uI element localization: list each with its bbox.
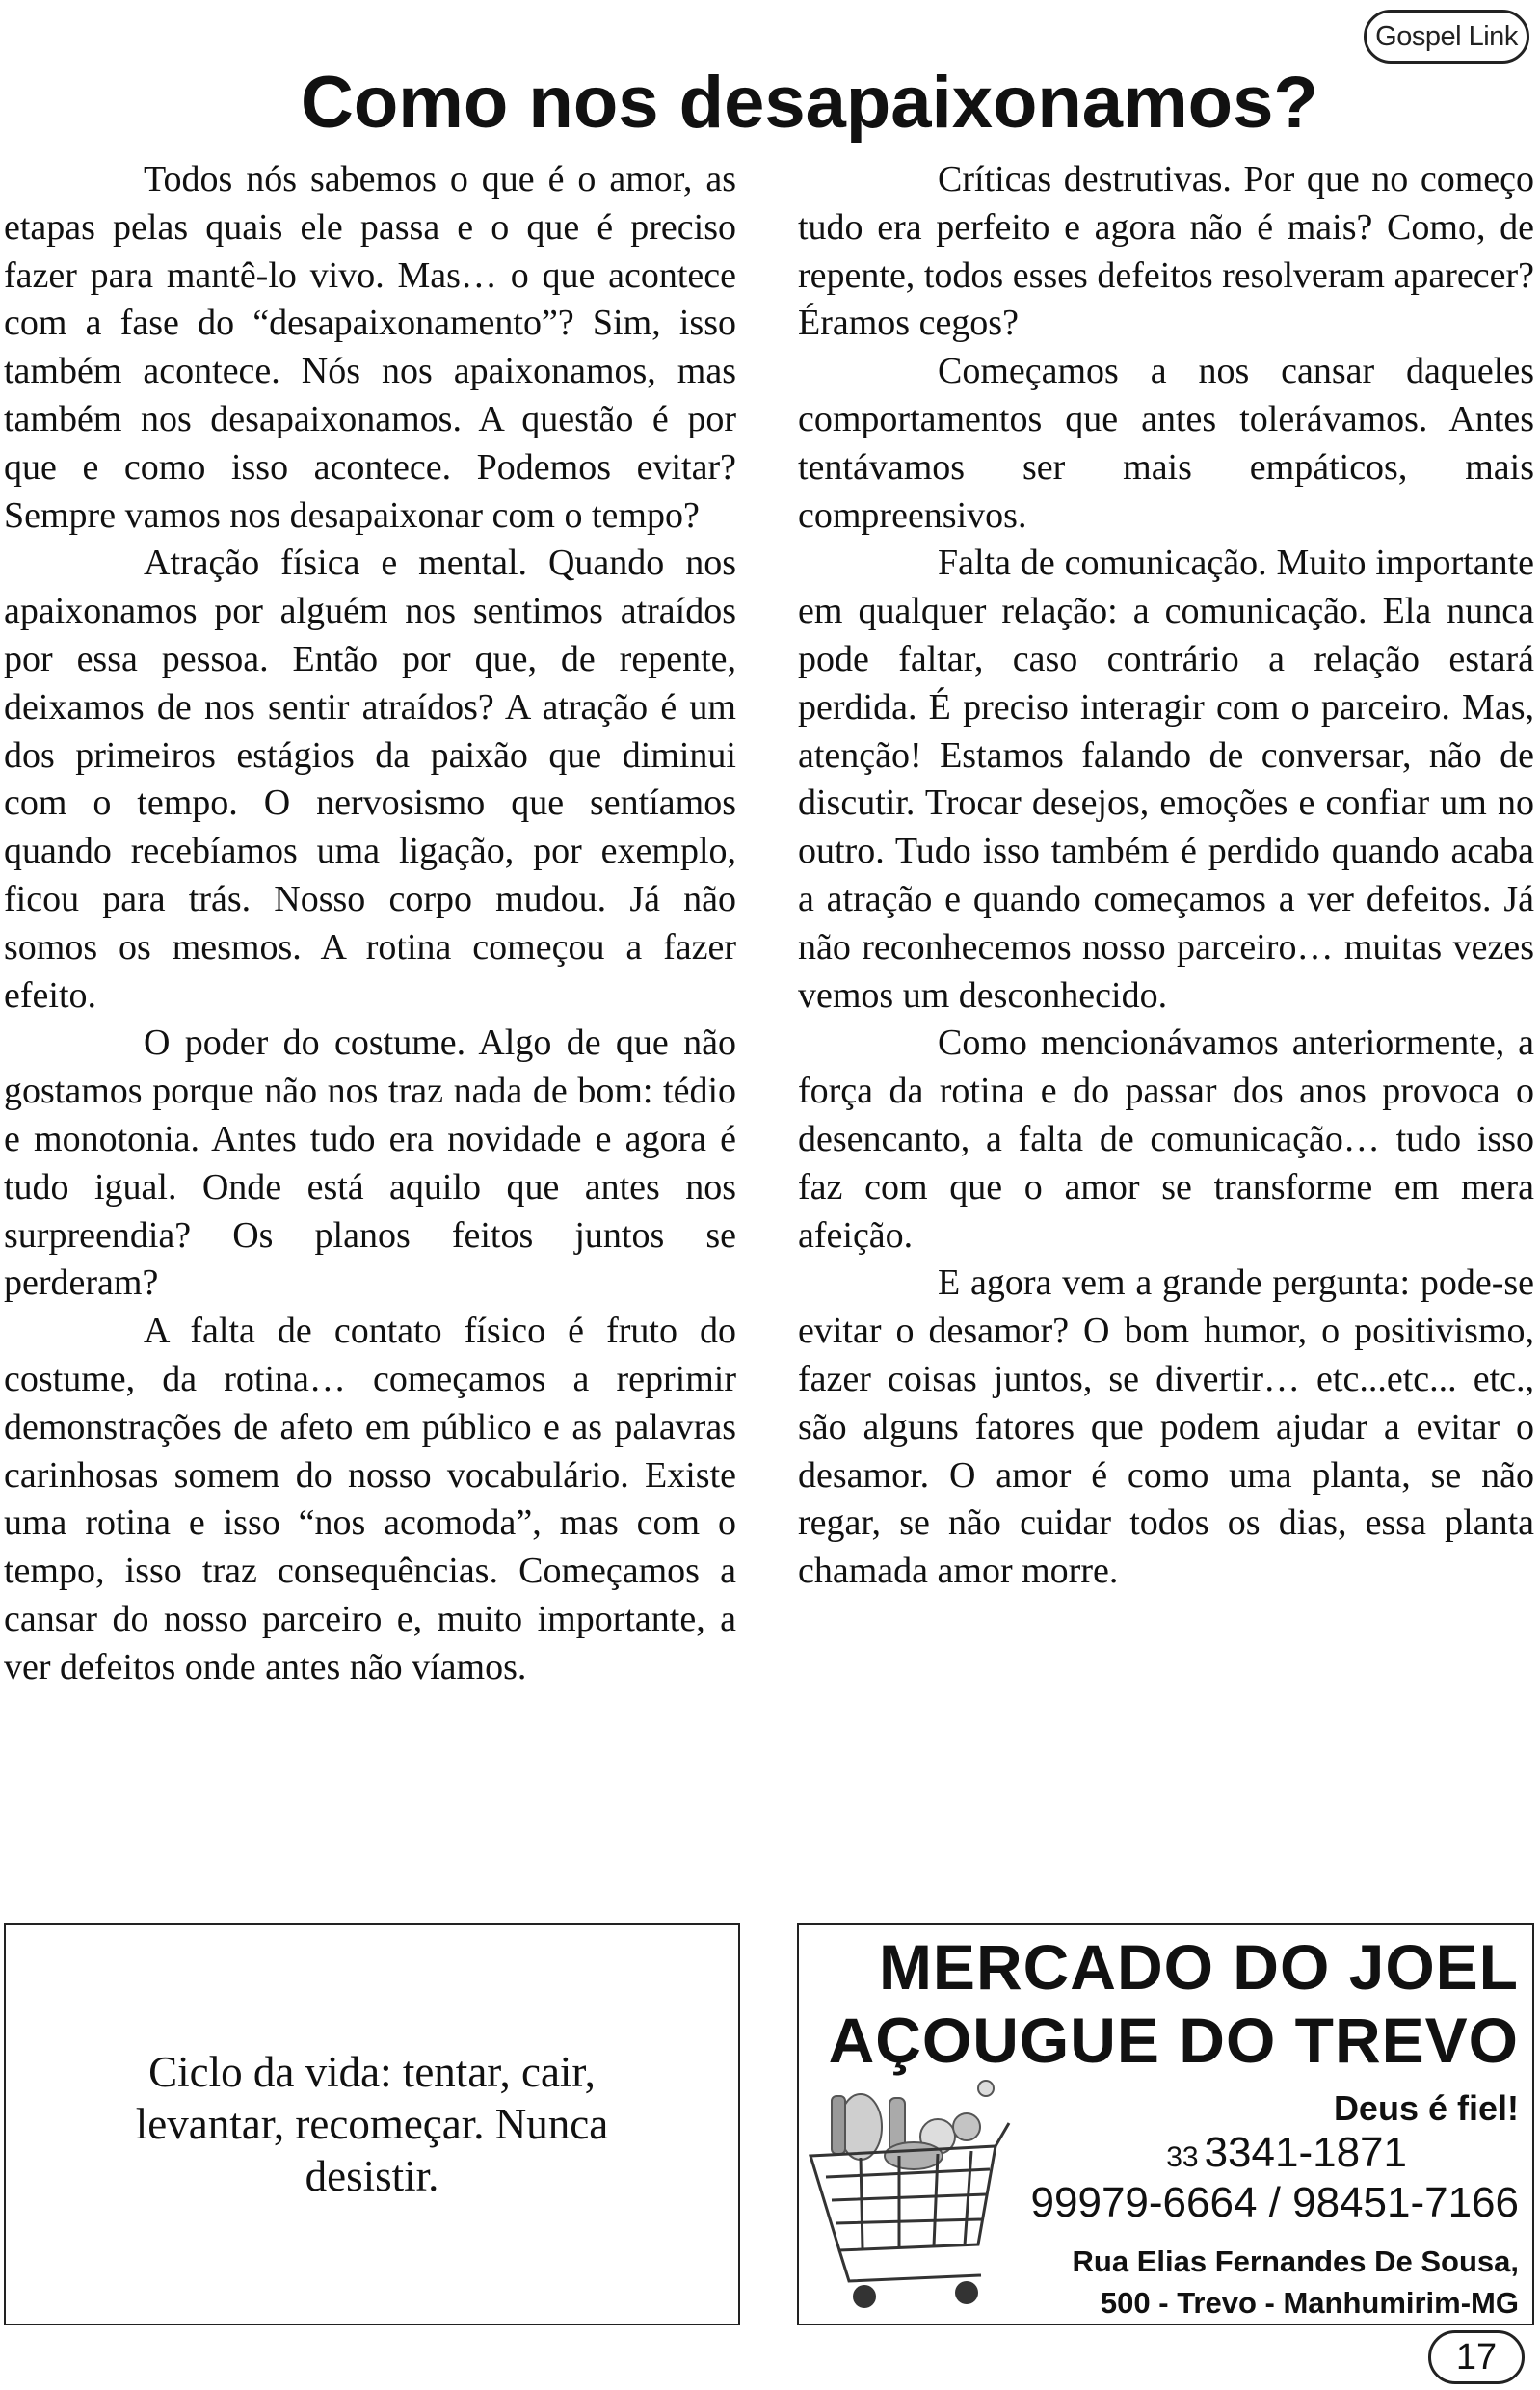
paragraph: Falta de comunicação. Muito importante em qualquer relação: a comunicação. Ela nunca pode faltar, caso contrário a relação estará perdida. É preciso interagir com o parceiro. Mas, atenção! Estamos falando de conversar, não de discutir. Trocar desejos, emoções e confiar um no outro. Tudo isso também é perdido quando acaba a atração e quando começamos a ver defeitos. Já não reconhecemos nosso parceiro… muitas vezes vemos um desconhecido.	[798, 543, 1534, 1016]
brand-badge	[1364, 10, 1529, 64]
paragraph: Atração física e mental. Quando nos apaixonamos por alguém nos sentimos atraídos por essa pessoa. Então por que, de repente, deixamos de nos sentir atraídos? A atração é um dos primeiros estágios da paixão que diminui com o tempo. O nervosismo que sentíamos quando recebíamos uma ligação, por exemplo, ficou para trás. Nosso corpo mudou. Já não somos os mesmos. A rotina começou a fazer efeito.	[4, 543, 736, 1016]
paragraph: Todos nós sabemos o que é o amor, as etapas pelas quais ele passa e o que é preciso fazer para mantê-lo vivo. Mas… o que acontece com a fase do “desapaixonamento”? Sim, isso também acontece. Nós nos apaixonamos, mas também nos desapaixonamos. A questão é por que e como isso acontece. Podemos evitar? Sempre vamos nos desapaixonar com o tempo?	[4, 159, 736, 536]
paragraph: Começamos a nos cansar daqueles comportamentos que antes tolerávamos. Antes tentávamos ser mais empáticos, mais compreensivos.	[798, 351, 1534, 536]
ad-tagline: Deus é fiel!	[1333, 2088, 1519, 2128]
ad-address-line1: Rua Elias Fernandes De Sousa,	[1072, 2244, 1519, 2278]
shopping-cart-with-groceries-icon	[803, 2069, 1015, 2320]
ad-area-code: 33	[1166, 2141, 1199, 2173]
ad-landline	[1166, 2129, 1407, 2177]
ad-address-line2: 500 - Trevo - Manhumirim-MG	[1100, 2286, 1519, 2320]
quote-text: Ciclo da vida: tentar, cair, levantar, recomeçar. Nunca desistir.	[135, 2048, 609, 2200]
advertisement	[797, 1923, 1534, 2325]
brand-label: Gospel Link	[1375, 20, 1518, 52]
paragraph: O poder do costume. Algo de que não gostamos porque não nos traz nada de bom: tédio e monotonia. Antes tudo era novidade e agora é tudo igual. Onde está aquilo que antes nos surpreendia? Os planos feitos juntos se perderam?	[4, 1022, 736, 1304]
paragraph: Como mencionávamos anteriormente, a força da rotina e do passar dos anos provoca o desencanto, a falta de comunicação… tudo isso faz com que o amor se transforme em mera afeição.	[798, 1022, 1534, 1256]
page-number	[1428, 2330, 1525, 2384]
paragraph: A falta de contato físico é fruto do costume, da rotina… começamos a reprimir demonstrações de afeto em público e as palavras carinhosas somem do nosso vocabulário. Existe uma rotina e isso “nos acomoda”, mas com o tempo, isso traz consequências. Começamos a cansar do nosso parceiro e, muito importante, a ver defeitos onde antes não víamos.	[4, 1311, 736, 1687]
ad-butcher-name: AÇOUGUE DO TREVO	[828, 2005, 1519, 2076]
article-right-column	[798, 156, 1534, 1596]
ad-mobile-numbers: 99979-6664 / 98451-7166	[1030, 2179, 1519, 2226]
ad-store-name: MERCADO DO JOEL	[878, 1931, 1519, 2003]
paragraph: Críticas destrutivas. Por que no começo tudo era perfeito e agora não é mais? Como, de repente, todos esses defeitos resolveram aparecer? Éramos cegos?	[798, 159, 1534, 344]
paragraph: E agora vem a grande pergunta: pode-se evitar o desamor? O bom humor, o positivismo, fazer coisas juntos, se divertir… etc...etc... etc., são alguns fatores que podem ajudar a evitar o desamor. O amor é como uma planta, se não regar, se não cuidar todos os dias, essa planta chamada amor morre.	[798, 1262, 1534, 1592]
quote-box	[4, 1923, 740, 2325]
page-number-label: 17	[1455, 2336, 1498, 2377]
ad-landline-number: 3341-1871	[1204, 2129, 1407, 2176]
article-title: Como nos desapaixonamos?	[301, 62, 1318, 144]
article-left-column	[4, 156, 736, 1692]
